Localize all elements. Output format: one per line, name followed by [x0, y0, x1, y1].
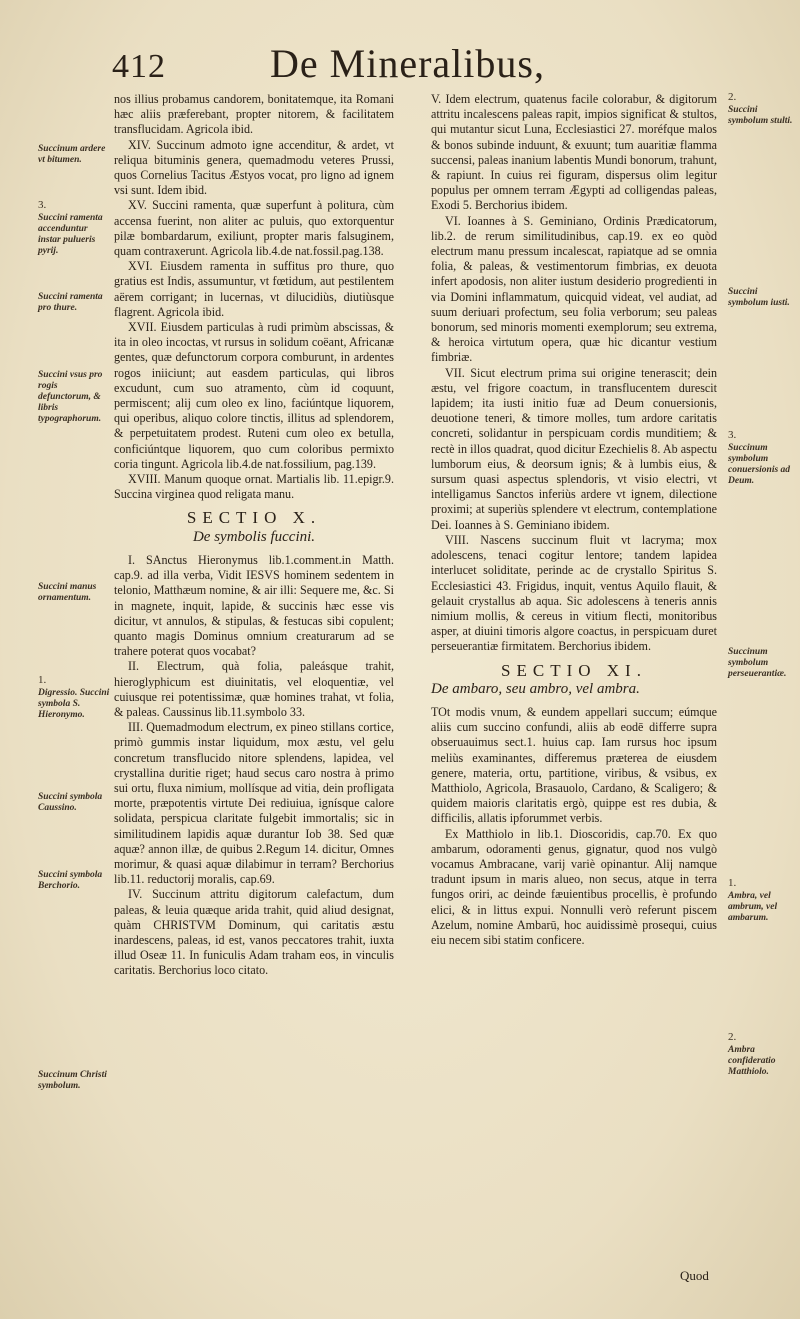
margin-note: Succinum Christi symbolum. [38, 1070, 107, 1091]
margin-note: Succini ramenta pro thure. [38, 292, 103, 313]
paragraph: I. SAnctus Hieronymus lib.1.comment.in Matth. cap.9. ad illa verba, Vidit IESVS hominem sedentem in telonio, Matthæum nomine, & air illi: Sequere me, &c. Si in magnete, inquit, lapide, & succinis hæc esse vis dicitur, vt annulos, & stipulas, & festucas sibi copulent; quanto magis Dominus omnium creaturarum ad se trahere poterat quos vocabat? [114, 552, 394, 659]
margin-note: 2. Succini symbolum stulti. [728, 91, 793, 126]
margin-note: Succinum symbolum perseuerantiæ. [728, 647, 787, 679]
margin-note: Succini vsus pro rogis defunctorum, & libris typographorum. [38, 370, 103, 424]
paragraph: XVI. Eiusdem ramenta in suffitus pro thure, quo gratius est Indis, assumuntur, vt fœtidum, aut pestilentem aërem corrigant; in lucernas, vt dilucidiùs, diutiùsque flagrent. Agricola ibid. [114, 259, 394, 319]
running-title: De Mineralibus, [270, 41, 545, 86]
margin-note: 1. Ambra, vel ambrum, vel ambarum. [728, 877, 778, 923]
paragraph: III. Quemadmodum electrum, ex pineo stillans cortice, primò gummis instar liquidum, mox æstu, vel gelu concretum transflucido nitore splendens, lapidea, vel crystallina duritie riget; haud secus caro nostra à primo sui ortu, fluxa nimium, mollísque ad vitia, dein profligata morte, præpotentis virtute Dei rediuiua, ignísque calore solidata, perspicua claritate fulgebit immortalis; sic in similitudinem lapidis aquæ durantur Iob 38. Sed quæ aquæ? annon illæ, de quibus 2.Regum 14. dicitur, Omnes morimur, & quasi aquæ dilabimur in terram? Berchorius lib.11. reductorij moralis, cap.69. [114, 720, 394, 887]
margin-note: Succini symbolum iusti. [728, 287, 790, 308]
paragraph: II. Electrum, quà folia, paleásque trahit, hieroglyphicum est diuinitatis, vel eloquentiæ, vel cuiusque rei potentissimæ, quæ homines trahat, vt folia, & paleas. Caussinus lib.11.symbolo 33. [114, 659, 394, 719]
margin-note: Succini symbola Caussino. [38, 792, 103, 813]
left-column [114, 92, 394, 979]
page-number: 412 [112, 48, 166, 85]
paragraph: XVII. Eiusdem particulas à rudi primùm abscissas, & ita in oleo incoctas, vt rursus in solidum coëant, Africanæ gentes, quæ defunctorum corpora comburunt, in ardentes rogos iniiciunt; aut easdem particulas, qui libros excudunt, cum suo atramento, cùm id coquunt, permiscent; alij cum oleo ex lino, faciúntque liquorem, qui operibus, aliquo colore tinctis, illitus ad splendorem, & perpetuitatem prodest. Ruteni cum oleo ex betulla, conficiúntque liquorem, quo cum coloribus permixto coria tingunt. Agricola lib.4.de nat.fossilium, pag.139. [114, 320, 394, 471]
margin-note: 3. Succini ramenta accenduntur instar pulueris pyrij. [38, 199, 103, 256]
margin-note: Succini symbola Berchorio. [38, 870, 103, 891]
catchword: Quod [680, 1268, 709, 1283]
paragraph: Ex Matthiolo in lib.1. Dioscoridis, cap.70. Ex quo ambarum, odoramenti genus, gignatur, quod nos vulgò vocamus Ambracane, varij variè opinantur. Alij namque tradunt ipsum in maris alueo, non secus, atque in terra fungos oriri, ac deinde fæuientibus procellis, è profundo elici, & in littus expui. Nonnulli verò referunt piscem Azelum, nomine Ambarū, hoc auidissimè prosequi, cuius eiu necem sibi statim conficere. [431, 826, 717, 947]
section-heading: SECTIO XI. [501, 660, 647, 680]
paragraph: VII. Sicut electrum prima sui origine tenerascit; dein æstu, vel frigore coactum, in transflucentem durescit lapidem; ita iusti initio fuæ ad Deum conuersionis, deuotione teneri, & timore molles, tum ardore caritatis concreti, solidantur in perspicuam cordis munditiem; & rectè in illos quadrat, quod dicitur Ezechielis 8. Ab aspectu lumborum eius, & deorsum ignis; & à lumbis eius, & sursum quasi aspectus splendoris, vt visio electri, vt intelligamus Sanctos inferiùs ardere vt ignem, dilectione proximi; at superiùs splendere vt electrum, contemplatione Dei. Ioannes à S. Geminiano ibidem. [431, 365, 717, 532]
margin-note: 3. Succinum symbolum conuersionis ad Deum. [728, 429, 791, 486]
margin-note: Succinum ardere vt bitumen. [38, 144, 106, 165]
paragraph: V. Idem electrum, quatenus facile colorabur, & digitorum attritu incalescens paleas rapit, impios significat & stultos, qui mutantur sicut Luna, Ecclesiastici 27. moréfque malos & bonos subinde induunt, & exuunt; tum auaritiæ flamma succensi, paleas inanium labentis Mundi bonorum, trahunt, & rapiunt. In cuius rei figuram, dispersus olim legitur populus per omnem terram Ægypti ad colligendas paleas, Exodi 5. Berchorius ibidem. [431, 92, 717, 213]
paragraph: XV. Succini ramenta, quæ superfunt à politura, cùm accensa fuerint, non aliter ac puluis, quo extorquentur pilæ bombardarum, exiliunt, propter maris falsuginem, quam contraxerunt. Agricola lib.4.de nat.fossil.pag.138. [114, 198, 394, 259]
paragraph: IV. Succinum attritu digitorum calefactum, dum paleas, & leuia quæque arida trahit, quid aliud designat, quàm CHRISTVM Dominum, qui caritatis æstu inardescens, paleas, id est, vanos peccatores trahit, iuxta illud Oseæ 11. In funiculis Adam traham eos, in vinculis caritatis. Berchorius loco citato. [114, 887, 394, 978]
paragraph: VI. Ioannes à S. Geminiano, Ordinis Prædicatorum, lib.2. de rerum similitudinibus, cap.19. ex eo quòd electrum manu pressum incalescat, rapiatque ad se omnia folia, & paleas, & vestimentorum fimbrias, ex deuota infert apodosis, non aliter iustum desiderio progredienti in via Domini inflammatum, quicquid videat, vel audiat, ad suum deriuari profectum, seu folia verborum; seu paleas bonorum, sed minoris momenti exemplorum; seu extrema, & heroica virtutum opera, quæ hic dicantur vestium fimbriæ. [431, 213, 717, 365]
margin-note: Succini manus ornamentum. [38, 582, 97, 603]
margin-note: 1. Digressio. Succini symbola S. Hieronymo. [38, 674, 110, 720]
paragraph: XVIII. Manum quoque ornat. Martialis lib. 11.epigr.9. Succina virginea quod religata manu. [114, 472, 394, 502]
paragraph: TOt modis vnum, & eundem appellari succum; eúmque aliis cum succino confundi, aliis ab eodē differre supra obseruauimus sect.1. huius cap. Iam rursus hoc ipsum meliùs examinantes, differemus præterea de eiusdem genere, materia, ortu, partitione, viribus, & vsibus, ex Matthiolo, Agricola, Brasauolo, Cardano, & Scaligero; & quidem maioris claritatis ergò, quippe est res dubia, & difficilis, allatis ipforummet verbis. [431, 704, 717, 826]
section-subheading: De ambaro, seu ambro, vel ambra. [431, 680, 640, 697]
running-header [0, 38, 800, 98]
section-heading: SECTIO X. [186, 508, 322, 528]
paragraph: XIV. Succinum admoto igne accenditur, & ardet, vt reliqua bituminis genera, quemadmodu veteres Prussi, quos Cornelius Tacitus Æstyos vocat, pro ligno ad ignem vsi sunt. Idem ibid. [114, 137, 394, 198]
right-column [431, 92, 717, 948]
paragraph: nos illius probamus candorem, bonitatemque, ita Romani hæc aliis præferebant, propter nitorem, & facilitatem transflucidam. Agricola ibid. [114, 92, 394, 137]
paragraph: VIII. Nascens succinum fluit vt lacryma; mox adolescens, tenaci cogitur lentore; tandem lapidea interlucet soliditate, perinde ac de crystallo Spiritus S. Ecclesiastici 43. Frigidus, inquit, ventus Aquilo flauit, & gelauit crystallus ab aqua. Sic adolescens à teneris annis nimium mollis, & cereus in vitium flecti, monitoribus asper, at diuini timoris algore coactus, in perspicuam duret perseuerantiæ firmitatem. Berchorius ibidem. [431, 532, 717, 654]
section-subheading: De symbolis fuccini. [192, 528, 316, 545]
margin-note: 2. Ambra confideratio Matthiolo. [728, 1031, 776, 1077]
